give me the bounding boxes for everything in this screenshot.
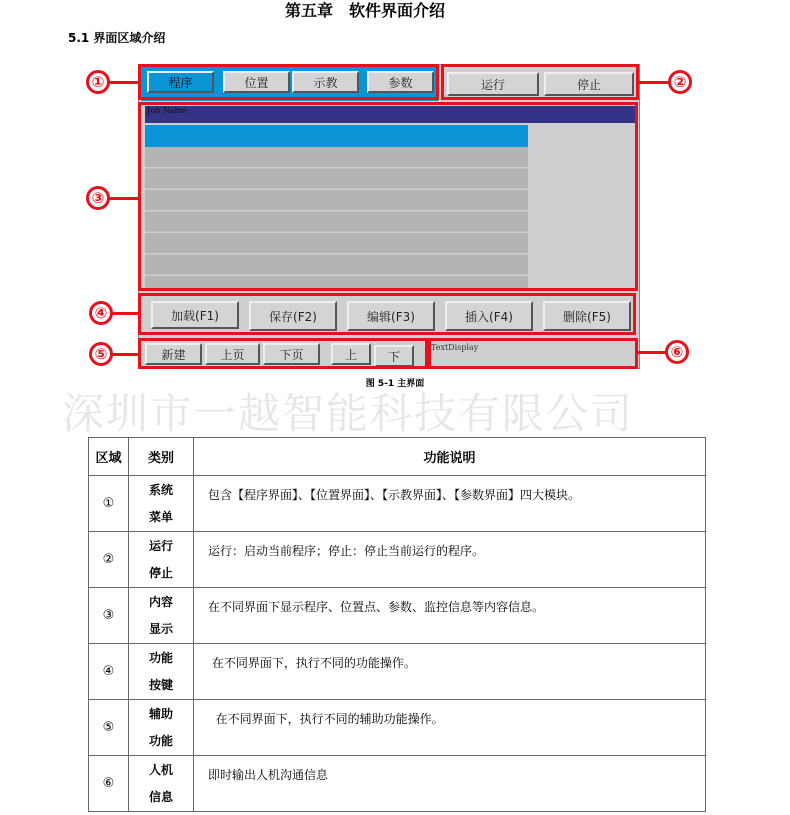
header-description: 功能说明 xyxy=(194,438,706,476)
category-line: 功能 xyxy=(148,733,173,748)
run-button[interactable]: 运行 xyxy=(447,72,539,96)
table-row xyxy=(89,700,706,756)
category-cell xyxy=(129,532,194,588)
marker-5: ⑤ xyxy=(89,342,113,366)
area-cell: ③ xyxy=(89,588,129,644)
figure-caption: 图 5-1 主界面 xyxy=(365,379,425,389)
menu-teach[interactable]: 示教 xyxy=(292,71,359,93)
category-line: 功能 xyxy=(148,650,173,665)
description-cell: 在不同界面下，执行不同的功能操作。 xyxy=(194,644,706,700)
job-name-header: Job Name xyxy=(145,106,635,123)
category-line: 按键 xyxy=(148,677,173,692)
region-6-box xyxy=(428,338,638,369)
area-cell: ② xyxy=(89,532,129,588)
region-1-box xyxy=(138,64,439,100)
category-cell xyxy=(129,756,194,812)
area-cell: ① xyxy=(89,476,129,532)
category-line: 菜单 xyxy=(148,509,173,524)
new-button[interactable]: 新建 xyxy=(145,343,202,365)
marker-6: ⑥ xyxy=(665,340,689,364)
menu-position[interactable]: 位置 xyxy=(223,71,290,93)
table-row xyxy=(89,532,706,588)
description-cell: 在不同界面下，执行不同的辅助功能操作。 xyxy=(194,700,706,756)
region-4-box xyxy=(138,293,636,335)
up-button[interactable]: 上 xyxy=(331,343,371,365)
category-line: 运行 xyxy=(148,538,173,553)
area-cell: ⑤ xyxy=(89,700,129,756)
menu-program[interactable]: 程序 xyxy=(147,71,214,93)
category-line: 人机 xyxy=(148,762,173,777)
section-heading: 5.1 界面区域介绍 xyxy=(68,31,166,45)
save-f2-button[interactable]: 保存(F2) xyxy=(249,301,337,331)
stop-button[interactable]: 停止 xyxy=(544,72,634,96)
area-cell: ④ xyxy=(89,644,129,700)
category-line: 内容 xyxy=(148,594,173,609)
chapter-title: 第五章 软件界面介绍 xyxy=(284,1,445,20)
marker-4: ④ xyxy=(89,301,113,325)
table-row xyxy=(89,756,706,812)
marker-1: ① xyxy=(86,70,110,94)
load-f1-button[interactable]: 加载(F1) xyxy=(151,301,239,329)
table-header-row xyxy=(89,438,706,476)
table-row xyxy=(89,644,706,700)
description-cell: 包含【程序界面】、【位置界面】、【示教界面】、【参数界面】四大模块。 xyxy=(194,476,706,532)
region-table xyxy=(88,437,706,812)
region-2-box xyxy=(441,64,639,100)
menu-params[interactable]: 参数 xyxy=(367,71,434,93)
category-line: 显示 xyxy=(148,621,173,636)
marker-1-line xyxy=(105,81,139,84)
header-category: 类别 xyxy=(129,438,194,476)
category-cell xyxy=(129,476,194,532)
insert-f4-button[interactable]: 插入(F4) xyxy=(445,301,533,331)
edit-f3-button[interactable]: 编辑(F3) xyxy=(347,301,435,331)
header-area: 区域 xyxy=(89,438,129,476)
marker-2: ② xyxy=(668,70,692,94)
area-cell: ⑥ xyxy=(89,756,129,812)
delete-f5-button[interactable]: 删除(F5) xyxy=(543,301,631,331)
category-line: 信息 xyxy=(148,789,173,804)
region-5-box xyxy=(138,338,428,369)
category-line: 停止 xyxy=(148,565,173,580)
table-row xyxy=(89,588,706,644)
description-cell: 即时输出人机沟通信息 xyxy=(194,756,706,812)
description-cell: 运行：启动当前程序；停止：停止当前运行的程序。 xyxy=(194,532,706,588)
category-cell xyxy=(129,700,194,756)
page-up-button[interactable]: 上页 xyxy=(205,343,260,365)
category-line: 辅助 xyxy=(148,706,173,721)
marker-3-line xyxy=(105,197,139,200)
page-down-button[interactable]: 下页 xyxy=(263,343,320,365)
marker-3: ③ xyxy=(86,186,110,210)
text-display: TextDisplay xyxy=(431,343,479,352)
category-cell xyxy=(129,644,194,700)
watermark: 深圳市一越智能科技有限公司 xyxy=(62,389,635,438)
description-cell: 在不同界面下显示程序、位置点、参数、监控信息等内容信息。 xyxy=(194,588,706,644)
category-line: 系统 xyxy=(148,482,173,497)
region-3-box xyxy=(138,102,638,291)
down-button[interactable]: 下 xyxy=(374,345,414,367)
category-cell xyxy=(129,588,194,644)
table-row xyxy=(89,476,706,532)
